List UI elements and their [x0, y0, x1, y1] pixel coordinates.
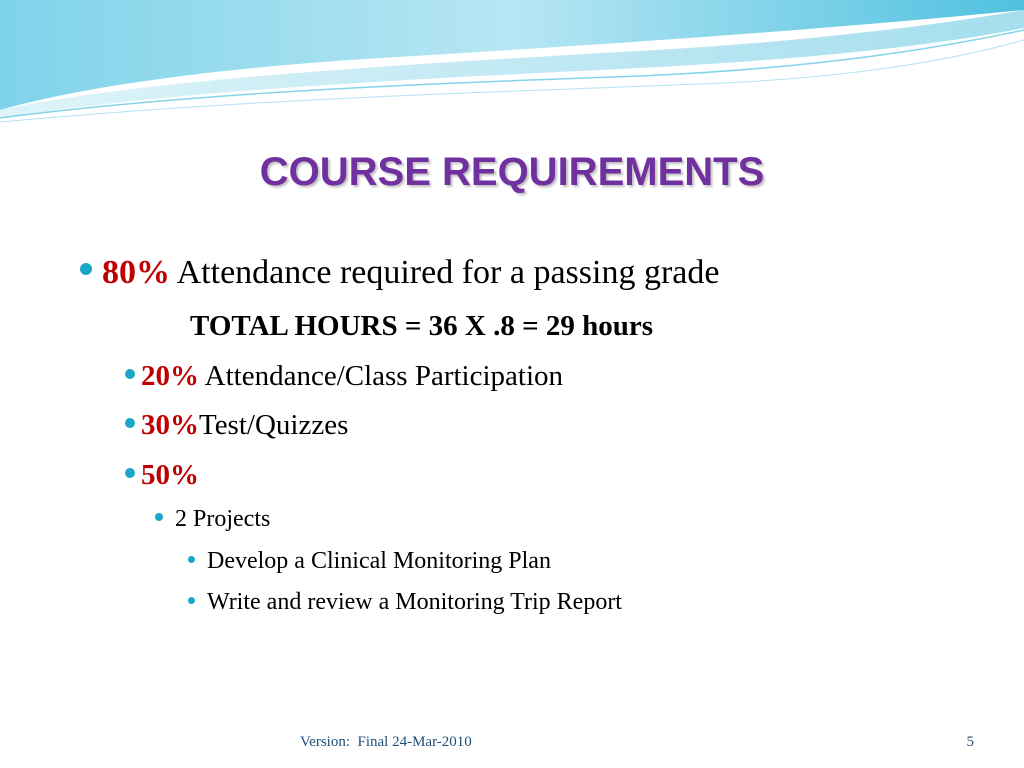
projects-weight-percent: 50%: [141, 459, 199, 491]
bullet-dot-icon: [80, 263, 92, 275]
project-1-text: Develop a Clinical Monitoring Plan: [207, 548, 551, 574]
attendance-text: Attendance required for a passing grade: [170, 254, 720, 291]
participation-percent: 20%: [141, 360, 199, 392]
bullet-tests: [125, 409, 348, 442]
total-hours-line: TOTAL HOURS = 36 X .8 = 29 hours: [190, 310, 654, 342]
bullet-participation: [125, 360, 563, 393]
participation-text: Attendance/Class Participation: [199, 360, 564, 392]
bullet-projects: [155, 506, 270, 533]
projects-text: 2 Projects: [175, 506, 271, 532]
project-2-text: Write and review a Monitoring Trip Report: [207, 589, 622, 615]
footer-page-number: 5: [966, 734, 974, 750]
bullet-project-1: [188, 548, 551, 575]
attendance-percent: 80%: [102, 254, 170, 291]
bullet-attendance: [80, 254, 719, 292]
footer-version: Version: Final 24-Mar-2010: [300, 734, 472, 750]
tests-percent: 30%: [141, 409, 199, 441]
bullet-dot-icon: [125, 468, 135, 478]
bullet-project-2: [188, 589, 622, 616]
bullet-dot-icon: [155, 513, 163, 521]
bullet-dot-icon: [125, 369, 135, 379]
header-wave-decoration: [0, 0, 1024, 130]
bullet-dot-icon: [188, 597, 195, 604]
bullet-dot-icon: [188, 556, 195, 563]
slide-title: COURSE REQUIREMENTS: [259, 150, 765, 194]
bullet-projects-weight: [125, 459, 199, 492]
bullet-dot-icon: [125, 418, 135, 428]
tests-text: Test/Quizzes: [199, 409, 349, 441]
